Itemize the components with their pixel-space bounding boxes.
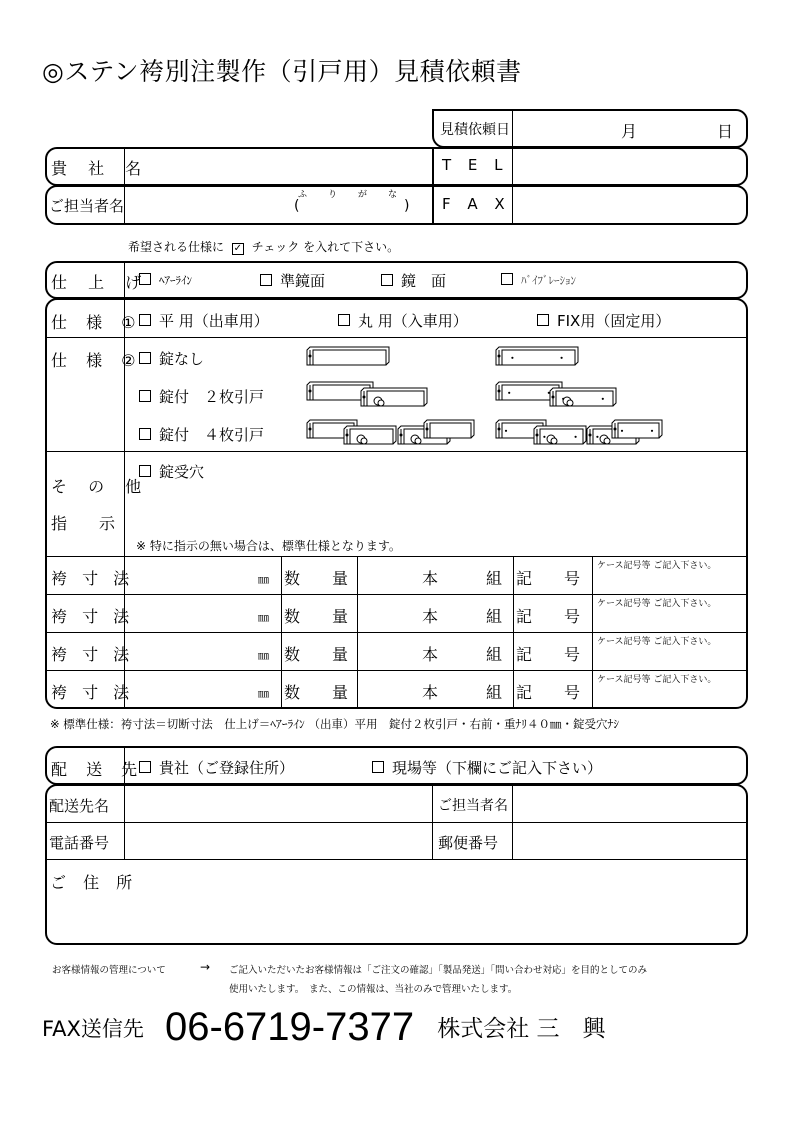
spec2-label: 仕 様 ② — [51, 351, 143, 370]
size-input[interactable] — [126, 672, 256, 706]
size-row — [46, 556, 747, 594]
option-label: 錠付 ２枚引戸 — [159, 388, 265, 406]
divider — [46, 859, 747, 860]
door-rail-icon — [550, 388, 616, 406]
spec1-option-fix[interactable] — [537, 310, 670, 331]
divider — [46, 451, 747, 452]
checkbox[interactable] — [260, 274, 272, 286]
mm-unit: ㎜ — [258, 649, 269, 662]
door-rail-icon — [344, 426, 396, 444]
spec2-option-lock-2-doors[interactable] — [139, 386, 264, 407]
request-day-input[interactable] — [640, 112, 715, 145]
delivery-label: 配 送 先 — [51, 760, 145, 779]
quantity-unit: 本 組 — [422, 683, 503, 702]
contact-name-input[interactable] — [126, 187, 431, 223]
size-label: 袴 寸 法 — [51, 569, 135, 588]
spec1-option-round[interactable] — [338, 310, 468, 331]
option-label: 平 用（出車用） — [159, 312, 269, 330]
divider — [512, 148, 513, 185]
checkbox[interactable] — [139, 352, 151, 364]
other-label-line2: 指 示 — [51, 514, 116, 533]
paren-close: ) — [404, 198, 410, 214]
option-label: 錠なし — [159, 350, 205, 368]
standard-spec-note: ※ 標準仕様：袴寸法＝切断寸法 仕上げ＝ﾍｱｰﾗｲﾝ （出車）平用 錠付２枚引戸・右前・重ﾅﾘ４０㎜・錠受穴ﾅｼ — [50, 717, 619, 731]
option-label: ﾍｱｰﾗｲﾝ — [159, 274, 192, 287]
other-note: ※ 特に指示の無い場合は、標準仕様となります。 — [136, 539, 401, 553]
tel-input[interactable] — [514, 149, 744, 184]
quantity-label: 数 量 — [284, 645, 349, 664]
fax-number: 06-6719-7377 — [165, 1005, 415, 1049]
fax-footer — [42, 1005, 606, 1050]
delivery-contact-label: ご担当者名 — [438, 798, 508, 814]
delivery-postal-label: 郵便番号 — [438, 834, 499, 852]
quantity-unit: 本 組 — [422, 569, 503, 588]
door-rail-icon — [307, 347, 389, 365]
mm-unit: ㎜ — [258, 687, 269, 700]
door-illustrations — [300, 340, 700, 448]
day-label: 日 — [717, 122, 734, 141]
option-label: 錠受穴 — [159, 463, 205, 481]
delivery-option-company[interactable] — [139, 757, 294, 778]
finish-option-vibration[interactable] — [501, 272, 576, 288]
option-label: 鏡 面 — [401, 272, 447, 290]
code-input[interactable] — [594, 646, 744, 668]
spec1-label: 仕 様 ① — [51, 313, 143, 332]
checkbox[interactable] — [139, 428, 151, 440]
option-label: 錠付 ４枚引戸 — [159, 426, 265, 444]
company-name-input[interactable] — [126, 149, 431, 184]
checkbox[interactable] — [372, 761, 384, 773]
option-label: 現場等（下欄にご記入下さい） — [392, 759, 603, 777]
other-label-line1: そ の 他 — [51, 477, 150, 496]
page-title: ◎ステン袴別注製作（引戸用）見積依頼書 — [42, 57, 522, 86]
door-rail-icon — [496, 347, 578, 365]
divider — [124, 186, 125, 224]
delivery-address-input[interactable] — [48, 890, 744, 940]
checkbox[interactable] — [139, 314, 151, 326]
door-rail-icon — [424, 420, 474, 438]
tel-label: T E L — [442, 156, 509, 174]
quantity-label: 数 量 — [284, 607, 349, 626]
finish-option-hairline[interactable] — [139, 272, 192, 288]
instruction-text — [128, 238, 399, 255]
door-rail-icon — [612, 420, 662, 438]
privacy-line1: ご記入いただいたお客様情報は「ご注文の確認」「製品発送」「問い合わせ対応」を目的としてのみ — [229, 965, 648, 976]
quantity-unit: 本 組 — [422, 607, 503, 626]
furigana-label: ふ り が な — [298, 190, 404, 200]
code-input[interactable] — [594, 570, 744, 592]
instruction-before: 希望される仕様に — [128, 240, 225, 254]
other-instructions-input[interactable] — [126, 485, 746, 533]
checkbox[interactable] — [381, 274, 393, 286]
check-sample-icon: ✓ — [233, 243, 243, 254]
option-label: 貴社（ご登録住所） — [159, 759, 295, 777]
option-label: ﾊﾞｲﾌﾞﾚｰｼｮﾝ — [521, 274, 576, 287]
delivery-contact-input[interactable] — [514, 786, 744, 821]
company-name: 株式会社 三 興 — [437, 1016, 606, 1042]
code-label: 記 号 — [516, 569, 581, 588]
code-label: 記 号 — [516, 683, 581, 702]
privacy-heading: お客様情報の管理について — [52, 965, 166, 976]
spec2-option-lock-4-doors[interactable] — [139, 424, 264, 445]
quantity-unit: 本 組 — [422, 645, 503, 664]
contact-label: ご担当者名 — [49, 197, 125, 215]
month-label: 月 — [621, 122, 638, 141]
code-hint: ケース記号等 ご記入下さい。 — [597, 561, 717, 571]
quantity-label: 数 量 — [284, 683, 349, 702]
code-label: 記 号 — [516, 607, 581, 626]
delivery-phone-input[interactable] — [126, 824, 431, 858]
code-input[interactable] — [594, 684, 744, 706]
option-label: FIX用（固定用） — [557, 312, 671, 330]
company-label: 貴 社 名 — [51, 159, 150, 178]
fax-label: F A X — [442, 195, 511, 213]
divider — [46, 822, 747, 823]
checkbox[interactable] — [338, 314, 350, 326]
delivery-name-label: 配送先名 — [49, 797, 110, 815]
divider — [46, 337, 747, 338]
checkbox[interactable] — [501, 273, 513, 285]
delivery-address-label: ご 住 所 — [50, 873, 139, 892]
door-rail-icon — [534, 426, 586, 444]
request-month-input[interactable] — [514, 112, 619, 145]
finish-option-mirror[interactable] — [381, 270, 446, 291]
mm-unit: ㎜ — [258, 611, 269, 624]
arrow-right-icon: → — [200, 960, 211, 974]
code-input[interactable] — [594, 608, 744, 630]
mm-unit: ㎜ — [258, 573, 269, 586]
delivery-name-input[interactable] — [126, 786, 431, 821]
paren-open: ( — [294, 198, 300, 214]
other-option-strike-hole[interactable] — [139, 461, 204, 482]
request-date-label: 見積依頼日 — [440, 122, 510, 138]
finish-label: 仕 上 げ — [51, 273, 150, 292]
door-rail-icon — [361, 388, 427, 406]
size-row — [46, 594, 747, 632]
divider — [512, 110, 513, 147]
fax-to-label: FAX送信先 — [42, 1017, 144, 1041]
divider — [512, 186, 513, 224]
quantity-label: 数 量 — [284, 569, 349, 588]
code-hint: ケース記号等 ご記入下さい。 — [597, 637, 717, 647]
size-input[interactable] — [126, 558, 256, 592]
fax-input[interactable] — [514, 187, 744, 223]
checkbox[interactable] — [537, 314, 549, 326]
delivery-phone-label: 電話番号 — [49, 834, 110, 852]
size-row — [46, 632, 747, 670]
checkbox[interactable] — [139, 761, 151, 773]
checkbox[interactable] — [139, 465, 151, 477]
delivery-option-site[interactable] — [372, 757, 602, 778]
size-row — [46, 670, 747, 708]
code-hint: ケース記号等 ご記入下さい。 — [597, 599, 717, 609]
checkbox[interactable] — [139, 273, 151, 285]
finish-option-semi-mirror[interactable] — [260, 270, 325, 291]
size-label: 袴 寸 法 — [51, 683, 135, 702]
delivery-postal-input[interactable] — [514, 824, 744, 858]
code-hint: ケース記号等 ご記入下さい。 — [597, 675, 717, 685]
divider — [432, 148, 434, 185]
privacy-line2: 使用いたします。 また、この情報は、当社のみで管理いたします。 — [229, 984, 518, 995]
spec2-option-no-lock[interactable] — [139, 348, 204, 369]
option-label: 丸 用（入車用） — [358, 312, 468, 330]
checkbox[interactable] — [139, 390, 151, 402]
size-label: 袴 寸 法 — [51, 607, 135, 626]
instruction-after: チェック を入れて下さい。 — [251, 240, 400, 254]
size-input[interactable] — [126, 634, 256, 668]
spec1-option-flat[interactable] — [139, 310, 269, 331]
size-input[interactable] — [126, 596, 256, 630]
code-label: 記 号 — [516, 645, 581, 664]
option-label: 準鏡面 — [280, 272, 326, 290]
size-label: 袴 寸 法 — [51, 645, 135, 664]
divider — [432, 186, 434, 224]
